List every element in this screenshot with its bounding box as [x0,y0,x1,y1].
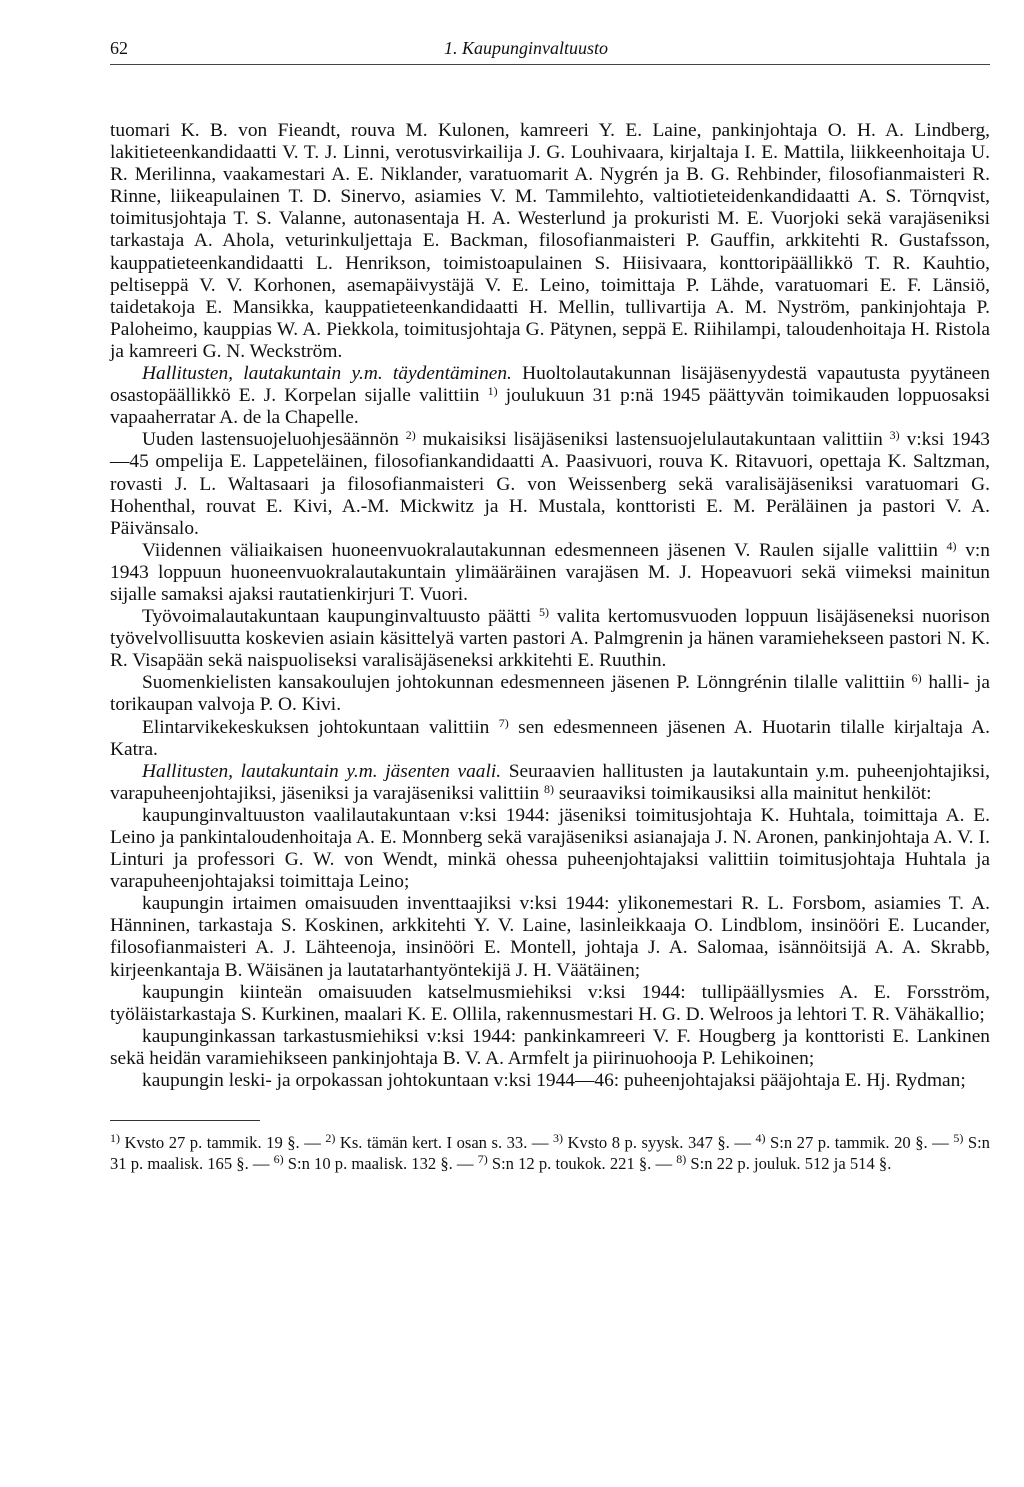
footnote-text: S:n 12 p. toukok. 221 §. — [487,1153,677,1173]
footnote-ref: 4) [946,538,957,553]
paragraph: kaupungin kiinteän omaisuuden katselmusmiehiksi v:ksi 1944: tullipäällysmies A. E. Forsström, työläistarkastaja S. Kurkinen, maalari K. E. Ollila, rakennusmestari H. G. D. Welroos ja lehtori T. R. Vähäkallio; [110,981,990,1025]
footnote-mark: 5) [953,1131,964,1146]
running-title: 1. Kaupunginvaltuusto [444,38,609,58]
paragraph: kaupunginvaltuuston vaalilautakuntaan v:ksi 1944: jäseniksi toimitusjohtaja K. Huhtala, toimittaja A. E. Leino ja pankintaloudenhoitaja A. E. Monnberg sekä varajäseniksi asianajaja J. N. Aronen, pankinjohtaja A. V. I. Linturi ja professori G. W. von Wendt, minkä ohessa puheenjohtajaksi valittiin toimitusjohtaja Huhtala ja varapuheenjohtajaksi toimittaja Leino; [110,804,990,893]
paragraph: Suomenkielisten kansakoulujen johtokunnan edesmenneen jäsenen P. Lönngrénin tilalle valittiin $^{6)}$ halli- ja torikaupan valvoja P. O. Kivi. [110,671,990,716]
footnote-mark: 2) [325,1131,336,1146]
footnote-text: Ks. tämän kert. I osan s. 33. — [335,1133,554,1153]
paragraph: Hallitusten, lautakuntain y.m. jäsenten vaali. Seuraavien hallitusten ja lautakuntain y.m. puheenjohtajiksi, varapuheenjohtajiksi, jäseniksi ja varajäseniksi valittiin $^{8)}$ seuraaviksi toimikausiksi alla mainitut henkilöt: [110,760,991,804]
footnote-text: S:n 27 p. tammik. 20 §. — [765,1133,954,1153]
section-heading: Hallitusten, lautakuntain y.m. täydentäminen. [142,363,512,385]
footnote-mark: 3) [553,1131,564,1146]
section-heading: Hallitusten, lautakuntain y.m. jäsenten vaali. [142,760,502,782]
footnote-ref: 6) [911,671,922,686]
footnote-ref: 7) [498,715,509,730]
footnote-text: S:n 10 p. maalisk. 132 §. — [283,1153,478,1173]
footnote-mark: 6) [273,1151,284,1166]
footnote-text: S:n 31 p. maalisk. 165 §. — [110,1133,990,1173]
footnote-text: Kvsto 27 p. tammik. 19 §. — [120,1133,326,1153]
page-number: 62 [110,38,128,58]
body-text [110,120,990,1092]
footnote-ref: 2) [405,428,416,443]
footnote-ref: 3) [889,428,900,443]
paragraph: kaupungin irtaimen omaisuuden inventtaajiksi v:ksi 1944: ylikonemestari R. L. Forsbom, asiamies T. A. Hänninen, tarkastaja S. Koskinen, arkkitehti Y. V. Laine, lasinleikkaaja O. Lindblom, insinööri E. Lucander, filosofianmaisteri A. J. Lähteenoja, insinööri E. Montell, johtaja J. A. Salomaa, isännöitsijä A. A. Skrabb, kirjeenkantaja B. Wäisänen ja lautatarhantyöntekijä J. H. Väätäinen; [110,893,990,981]
paragraph: kaupungin leski- ja orpokassan johtokuntaan v:ksi 1944—46: puheenjohtajaksi pääjohtaja E. Hj. Rydman; [142,1070,966,1092]
footnote-mark: 8) [676,1151,687,1166]
footnote-text: Kvsto 8 p. syysk. 347 §. — [563,1133,756,1153]
footnote-mark: 4) [755,1131,766,1146]
paragraph: Työvoimalautakuntaan kaupunginvaltuusto päätti $^{5)}$ valita kertomusvuoden loppuun lisäjäseneksi nuorison työvelvollisuutta koskevien asiain käsittelyä varten pastori A. Palmgrenin ja hänen varamiehekseen pastori N. K. R. Visapään sekä naispuoliseksi varalisäjäseneksi arkkitehti E. Ruuthin. [110,605,990,672]
footnotes [110,1133,990,1175]
paragraph: Hallitusten, lautakuntain y.m. täydentäminen. Huoltolautakunnan lisäjäsenyydestä vapautusta pyytäneen osastopäällikkö E. J. Korpelan sijalle valittiin $^{1)}$ joulukuun 31 p:nä 1945 päättyvän toimikauden loppuosaksi vapaaherratar A. de la Chapelle. [110,363,990,429]
paragraph: Uuden lastensuojeluohjesäännön $^{2)}$ mukaisiksi lisäjäseniksi lastensuojelulautakuntaan valittiin $^{3)}$ v:ksi 1943—45 ompelija E. Lappeteläinen, filosofiankandidaatti A. Paasivuori, rouva K. Ritavuori, opettaja K. Saltzman, rovasti J. L. Waltasaari ja filosofianmaisteri G. von Weissenberg sekä varalisäjäseniksi varatuomari G. Hohenthal, rouvat E. Kivi, A.-M. Mickwitz ja H. Mustala, konttoristi E. M. Peräläinen ja pastori V. A. Päivänsalo. [110,428,990,539]
paragraph: tuomari K. B. von Fieandt, rouva M. Kulonen, kamreeri Y. E. Laine, pankinjohtaja O. H. A. Lindberg, lakitieteenkandidaatti V. T. J. Linni, verotusvirkailija J. G. Louhivaara, kirjaltaja I. E. Mattila, liikkeenhoitaja U. R. Merilinna, vaakamestari A. E. Niklander, varatuomarit A. Nygrén ja B. G. Rehbinder, filosofianmaisteri R. Rinne, liikeapulainen T. D. Sinervo, asiamies V. M. Tammilehto, valtiotieteidenkandidaatti A. S. Törnqvist, toimitusjohtaja T. S. Valanne, autonasentaja H. A. Westerlund ja prokuristi M. E. Vuorjoki sekä varajäseniksi tarkastaja A. Ahola, veturinkuljettaja E. Backman, filosofianmaisteri P. Gauffin, arkkitehti R. Gustafsson, kauppatieteenkandidaatti L. Henrikson, toimistoapulainen S. Hiisivaara, konttoripäällikkö T. R. Kauhtio, peltiseppä V. V. Korhonen, asemapäivystäjä V. E. Leino, toimittaja P. Lähde, varatuomari E. F. Länsiö, taidetakoja E. Mansikka, kauppatieteenkandidaatti H. Mellin, tullivartija A. M. Nyström, pankinjohtaja P. Paloheimo, kauppias W. A. Piekkola, toimitusjohtaja G. Pätynen, seppä E. Riihilampi, taloudenhoitaja H. Ristola ja kamreeri G. N. Weckström. [110,120,990,362]
page-header [110,30,990,65]
document-page [110,30,990,1175]
paragraph: Elintarvikekeskuksen johtokuntaan valittiin $^{7)}$ sen edesmenneen jäsenen A. Huotarin tilalle kirjaltaja A. Katra. [110,715,990,760]
footnote-divider [110,1120,260,1121]
paragraph: Viidennen väliaikaisen huoneenvuokralautakunnan edesmenneen jäsenen V. Raulen sijalle valittiin $^{4)}$ v:n 1943 loppuun huoneenvuokralautakuntain ylimääräinen varajäsen M. J. Hopeavuori sekä viimeksi mainitun sijalle samaksi ajaksi rautatienkirjuri T. Vuori. [110,538,990,605]
footnote-mark: 1) [110,1131,120,1146]
footnote-ref: 8) [544,781,555,796]
footnote-ref: 5) [539,605,549,620]
footnote-ref: 1) [487,384,498,399]
paragraph: kaupunginkassan tarkastusmiehiksi v:ksi 1944: pankinkamreeri V. F. Hougberg ja konttoristi E. Lankinen sekä heidän varamiehikseen pankinjohtaja B. V. A. Armfelt ja piirinuohooja P. Lehikoinen; [110,1025,990,1069]
footnote-mark: 7) [477,1151,488,1166]
footnote-text: S:n 22 p. jouluk. 512 ja 514 §. [686,1153,892,1173]
